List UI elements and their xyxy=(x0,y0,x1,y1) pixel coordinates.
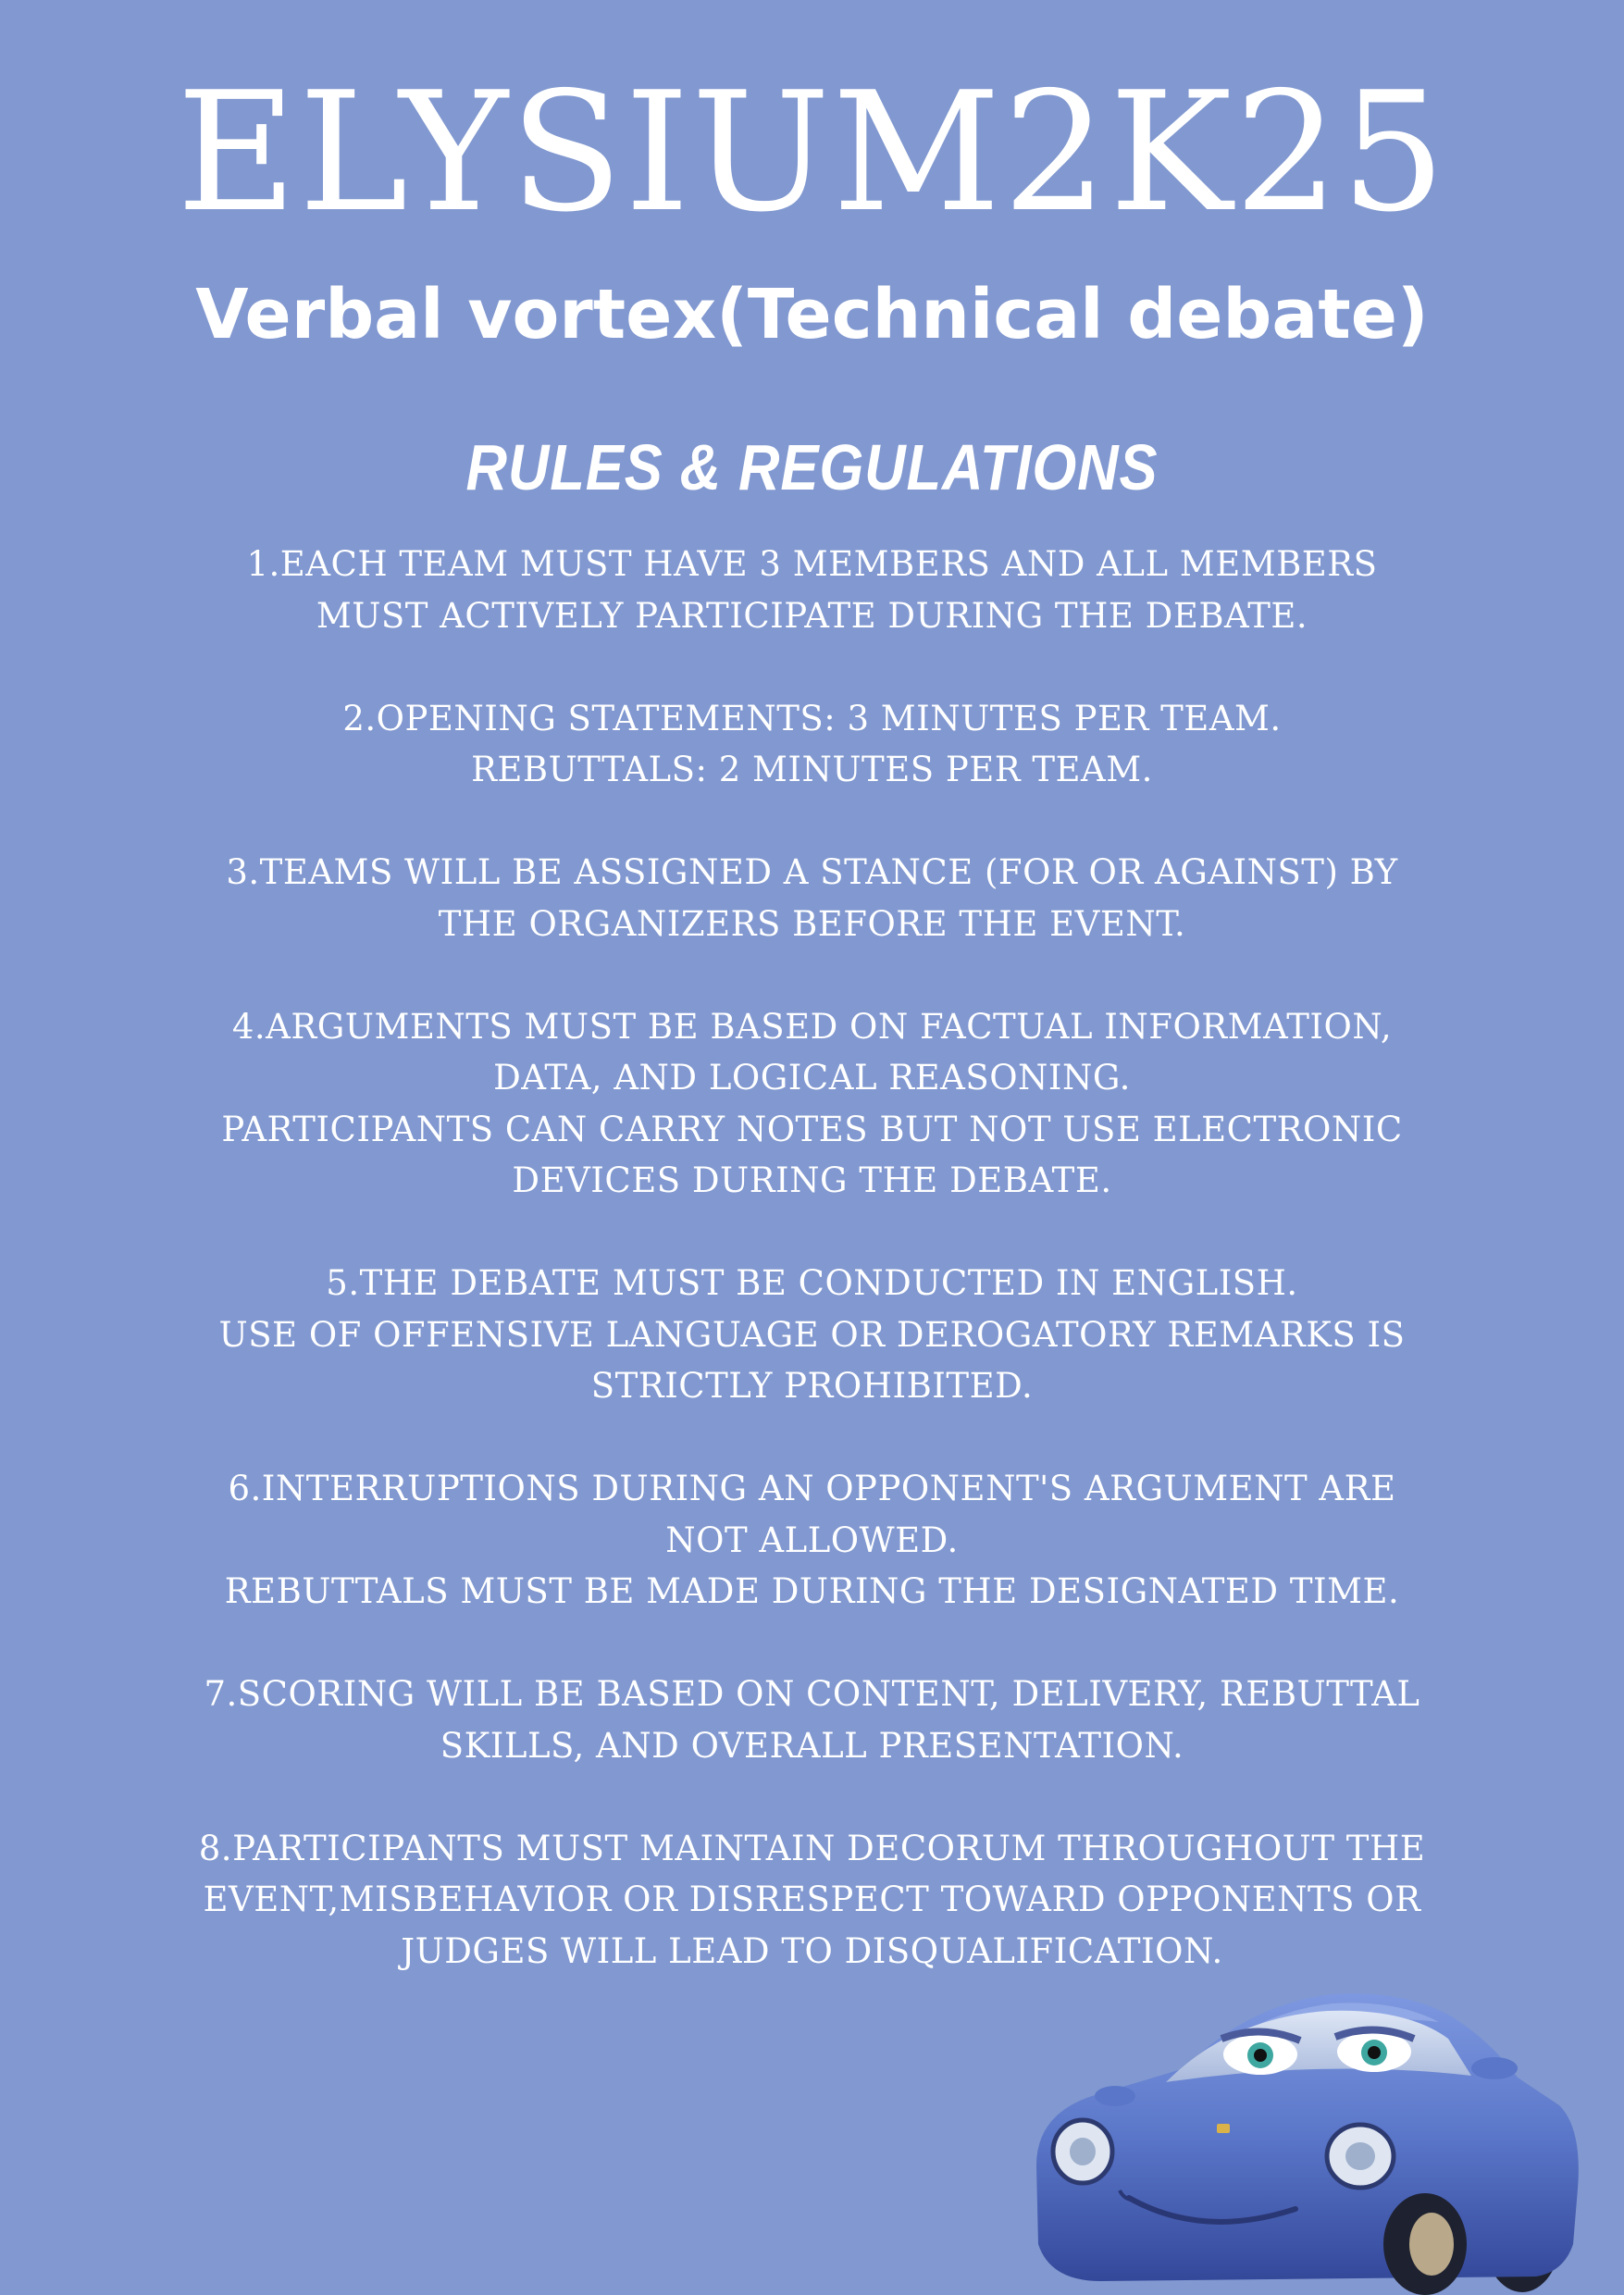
rule-line: REBUTTALS MUST BE MADE DURING THE DESIGNATED TIME. xyxy=(224,1571,1400,1611)
rule-line: USE OF OFFENSIVE LANGUAGE OR DEROGATORY REMARKS IS STRICTLY PROHIBITED. xyxy=(218,1314,1406,1406)
event-title: ELYSIUM2K25 xyxy=(176,56,1448,248)
rule-line: 1.EACH TEAM MUST HAVE 3 MEMBERS AND ALL MEMBERS MUST ACTIVELY PARTICIPATE DURING THE DEBATE. xyxy=(246,544,1378,636)
rule-item xyxy=(185,693,1439,796)
rule-line: 3.TEAMS WILL BE ASSIGNED A STANCE (FOR OR AGAINST) BY THE ORGANIZERS BEFORE THE EVENT. xyxy=(226,852,1398,944)
rule-line: REBUTTALS: 2 MINUTES PER TEAM. xyxy=(471,750,1153,789)
rule-line: 4.ARGUMENTS MUST BE BASED ON FACTUAL INFORMATION, DATA, AND LOGICAL REASONING. xyxy=(231,1006,1393,1098)
rule-line: 6.INTERRUPTIONS DURING AN OPPONENT'S ARGUMENT ARE NOT ALLOWED. xyxy=(228,1469,1396,1560)
event-subtitle: Verbal vortex(Technical debate) xyxy=(195,275,1429,354)
rules-list xyxy=(185,539,1439,2028)
rule-item xyxy=(185,1258,1439,1412)
rule-line: 5.THE DEBATE MUST BE CONDUCTED IN ENGLISH. xyxy=(326,1263,1298,1303)
rule-item xyxy=(185,1823,1439,1978)
rule-line: 8.PARTICIPANTS MUST MAINTAIN DECORUM THROUGHOUT THE EVENT,MISBEHAVIOR OR DISRESPECT TOWARD OPPONENTS OR JUDGES WILL LEAD TO DISQUALIFICATION. xyxy=(198,1828,1426,1971)
rule-line: 2.OPENING STATEMENTS: 3 MINUTES PER TEAM. xyxy=(342,698,1282,738)
rule-line: PARTICIPANTS CAN CARRY NOTES BUT NOT USE ELECTRONIC DEVICES DURING THE DEBATE. xyxy=(221,1109,1403,1200)
rule-item xyxy=(185,1463,1439,1618)
rule-item xyxy=(185,1001,1439,1207)
rule-item xyxy=(185,847,1439,949)
rules-heading: RULES & REGULATIONS xyxy=(465,431,1159,503)
rule-item xyxy=(185,1669,1439,1771)
rule-line: 7.SCORING WILL BE BASED ON CONTENT, DELIVERY, REBUTTAL SKILLS, AND OVERALL PRESENTATION. xyxy=(204,1674,1420,1766)
rule-item xyxy=(185,539,1439,641)
car-illustration xyxy=(1018,1966,1592,2295)
